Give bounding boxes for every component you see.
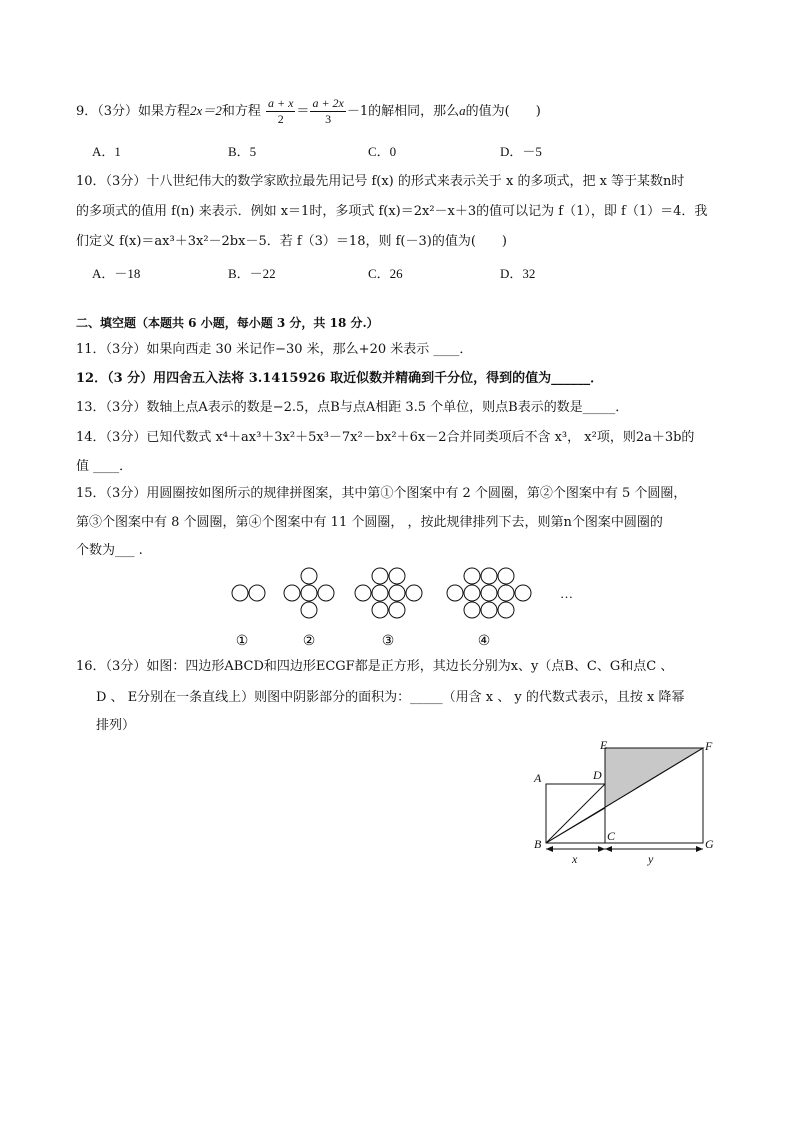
pattern2-circle	[301, 585, 317, 601]
pattern1-circle	[232, 585, 248, 601]
question-11: 11．（3分）如果向西走 30 米记作−30 米，那么+20 米表示 ____．	[76, 342, 473, 357]
pattern3-circle	[372, 585, 388, 601]
pattern3-circle	[355, 585, 371, 601]
pattern4-circle	[464, 568, 480, 584]
label-F: F	[705, 739, 713, 753]
q15-line-2: 第③个图案中有 8 个圆圈，第④个图案中有 11 个圆圈， ，按此规律排列下去，则第n个图案中圆圈的	[76, 515, 663, 530]
q14-line-1: 14．（3分）已知代数式 x⁴＋ax³＋3x²＋5x³－7x²－bx²＋6x－2合并同类项后不含 x³， x²项，则2a＋3b的	[76, 430, 695, 445]
q9-fraction-2: $\frac{a + 2x}{3}$	[312, 96, 344, 126]
pattern4-circle	[447, 585, 463, 601]
q10-line-2: 的多项式的值用 f(n) 来表示．例如 x＝1时，多项式 f(x)＝2x²－x＋3的值可以记为 f（1），即 f（1）＝4．我	[76, 204, 708, 219]
q16-line-2: D 、 E分别在一条直线上）则图中阴影部分的面积为：_____（用含 x 、 y 的代数式表示，且按 x 降幂	[96, 690, 685, 705]
label-y: y	[648, 852, 654, 866]
pattern2-circle	[301, 602, 317, 618]
pattern4-circle	[498, 585, 514, 601]
q9-equation-1: 2x＝2	[190, 103, 222, 118]
pattern4-circle	[498, 602, 514, 618]
q10-option-b[interactable]: B．－22	[228, 266, 276, 281]
label-G: G	[705, 837, 714, 851]
pattern2-circle	[301, 568, 317, 584]
pattern-label-1: ①	[235, 634, 249, 649]
pattern-label-3: ③	[381, 634, 395, 649]
q15-line-1: 15．（3分）用圆圈按如图所示的规律拼图案，其中第①个图案中有 2 个圆圈，第②个图案中有 5 个圆圈，	[76, 486, 687, 501]
label-x: x	[572, 852, 578, 866]
pattern-label-4: ④	[477, 634, 491, 649]
pattern4-circle	[464, 585, 480, 601]
label-C: C	[607, 829, 616, 843]
pattern4-circle	[498, 568, 514, 584]
q14-line-2: 值 ____．	[76, 459, 133, 474]
pattern2-circle	[318, 585, 334, 601]
pattern4-circle	[481, 602, 497, 618]
q16-line-3: 排列）	[96, 718, 136, 733]
q9-end: 的值为( )	[465, 104, 541, 119]
pattern3-circle	[406, 585, 422, 601]
q16-line-1: 16．（3分）如图：四边形ABCD和四边形ECGF都是正方形，其边长分别为x、y（点B、C、G和点C 、	[76, 659, 674, 674]
pattern4-circle	[515, 585, 531, 601]
q9-option-d[interactable]: D．－5	[500, 144, 542, 159]
q9-variable: a	[459, 103, 466, 118]
q10-line-3: 们定义 f(x)＝ax³＋3x²－2bx－5．若 f（3）＝18，则 f(－3)的值为( )	[76, 234, 507, 249]
label-A: A	[534, 771, 542, 785]
pattern3-circle	[372, 568, 388, 584]
q9-mid-text: 和方程	[221, 104, 261, 119]
q9-option-c[interactable]: C．0	[368, 144, 397, 159]
label-E: E	[600, 738, 608, 752]
q9-option-a[interactable]: A．1	[92, 144, 121, 159]
pattern2-circle	[284, 585, 300, 601]
pattern4-circle	[464, 602, 480, 618]
circle-pattern-figure	[0, 560, 794, 660]
label-B: B	[534, 837, 542, 851]
pattern4-circle	[481, 585, 497, 601]
label-D: D	[593, 768, 602, 782]
pattern-label-2: ②	[302, 634, 316, 649]
q15-line-3: 个数为___ .	[76, 543, 143, 558]
pattern3-circle	[389, 568, 405, 584]
question-13: 13．（3分）数轴上点A表示的数是−2.5，点B与点A相距 3.5 个单位，则点B表示的数是_____．	[76, 400, 629, 415]
pattern-ellipsis: …	[560, 586, 573, 601]
pattern3-circle	[389, 585, 405, 601]
q10-option-c[interactable]: C．26	[368, 266, 403, 281]
q9-option-b[interactable]: B．5	[228, 144, 257, 159]
question-12: 12．（3 分）用四舍五入法将 3.1415926 取近似数并精确到千分位，得到的值为______．	[76, 371, 604, 386]
q10-option-a[interactable]: A．－18	[92, 266, 141, 281]
pattern1-circle	[249, 585, 265, 601]
q10-option-d[interactable]: D．32	[500, 266, 536, 281]
q9-number: 9．（3分）如果方程	[76, 104, 191, 119]
squares-figure	[520, 735, 740, 875]
q10-line-1: 10．（3分）十八世纪伟大的数学家欧拉最先用记号 f(x) 的形式来表示关于 x 的多项式，把 x 等于某数n时	[76, 174, 685, 189]
pattern3-circle	[389, 602, 405, 618]
q9-equals: ＝	[296, 104, 310, 119]
pattern4-circle	[481, 568, 497, 584]
section-2-heading: 二、填空题（本题共 6 小题，每小题 3 分，共 18 分.）	[76, 316, 379, 330]
pattern3-circle	[372, 602, 388, 618]
q9-tail: －1的解相同，那么	[346, 104, 460, 119]
q9-fraction-1: $\frac{a + x}{2}$	[267, 96, 294, 126]
question-9	[76, 96, 541, 127]
